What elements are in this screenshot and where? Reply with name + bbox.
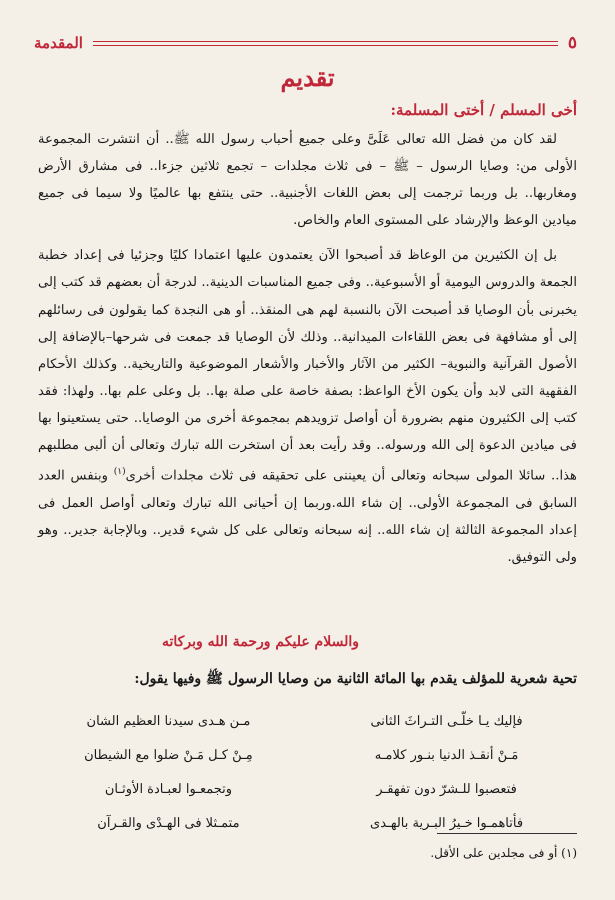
- salutation: أخى المسلم / أختى المسلمة:: [390, 101, 577, 119]
- verse-second-hemistich: متمـثلا فى الهـدْى والقـرآن: [97, 815, 240, 831]
- paragraph-1: لقد كان من فضل الله تعالى عَلَىَّ وعلى جميع أحباب رسول الله ﷺ.. أن انتشرت المجموعة الأولى من: وصايا الرسول – ﷺ – فى ثلاث مجلدات – تجمع ثلاثين جزءا.. فى مشارق الأرض ومغاربها.. بل وربما ترجمت إلى بعض اللغات الأجنبية.. حتى ينتفع بها عالميًا ولا سيما فى جميع ميادين الوعظ والإرشاد على المستوى العام والخاص.: [38, 132, 577, 229]
- verse-first-hemistich: فإليك يـا خلّـى التـراثَ الثانى: [370, 713, 523, 729]
- footnote-marker: (١): [113, 467, 126, 478]
- verse-second-hemistich: مـن هـدى سيدنا العظيم الشان: [86, 713, 251, 729]
- verse-second-hemistich: مِـنْ كـل مَـنْ ضلوا مع الشيطان: [84, 747, 253, 763]
- paragraph-2-cont: وبنفس العدد السابق فى المجموعة الأولى.. إن شاء الله.وربما إن أحيانى الله تبارك وتعالى أواصل العمل فى إعداد المجموعة الثالثة إن شاء الله.. إنه سبحانه وتعالى على كل شيء قدير.. وبالإجابة جدير.. وهو ولى التوفيق.: [38, 468, 577, 565]
- body-text: [38, 126, 577, 571]
- section-title: المقدمة: [34, 34, 83, 52]
- paragraph-2: [38, 242, 577, 571]
- poem-verse: [50, 806, 565, 840]
- poem: [50, 704, 565, 840]
- poem-verse: [50, 704, 565, 738]
- page-number: ٥: [567, 33, 577, 53]
- verse-second-hemistich: وتجمعـوا لعبـادة الأوثـان: [104, 781, 233, 797]
- paragraph-2-text: بل إن الكثيرين من الوعاظ قد أصبحوا الآن يعتمدون عليها اعتمادا كليًا وجزئيا فى إعداد خطبة الجمعة والدروس اليومية أو الأسبوعية.. وفى جميع المناسبات الدينية.. لدرجة أن بعضهم قد كتب إلى يخبرنى بأن الوصايا قد أصبحت الآن بالنسبة لهم هى المنقذ.. أو هى النجدة كما يقولون فى رسائلهم إلى أو مشافهة فى بعض اللقاءات الميدانية.. وذلك لأن الوصايا قد جمعت فى شرحها–بالإضافة إلى الأصول القرآنية والنبوية– الكثير من الآثار والأخبار والأشعار الموضوعية والتاريخية.. وكذلك الأحكام الفقهية التى لابد وأن يكون الأخ الواعظ: بصفة خاصة على صلة بها.. بل وعلى علم بها.. ولهذا: فقد كتب إلى الكثيرون منهم بضرورة أن أواصل تزويدهم بمجموعة أخرى من الوصايا.. حتى يستعينوا بها فى ميادين الدعوة إلى الله ورسوله.. وقد رأيت بعد أن استخرت الله تبارك وتعالى أن ألبى مطلبهم هذا.. سائلا المولى سبحانه وتعالى أن يعيننى على تحقيقه فى ثلاث مجلدات أخرى: [38, 248, 577, 484]
- chapter-title: تقديم: [280, 63, 335, 92]
- footnote-rule: [437, 833, 577, 834]
- verse-first-hemistich: فأتاهمـوا خـيرُ البـرية بالهـدى: [370, 815, 524, 831]
- header-rule: [93, 41, 558, 46]
- poem-verse: [50, 738, 565, 772]
- poem-verse: [50, 772, 565, 806]
- closing-greeting: والسلام عليكم ورحمة الله وبركاته: [162, 634, 359, 650]
- poem-intro: تحية شعرية للمؤلف يقدم بها المائة الثانية من وصايا الرسول ﷺ وفيها يقول:: [134, 671, 577, 687]
- running-header: [34, 32, 577, 54]
- verse-first-hemistich: مَـنْ أنقـذ الدنيا بنـور كلامـه: [374, 747, 519, 763]
- verse-first-hemistich: فتعصبوا للـشرّ دون تفهقـر: [376, 781, 517, 797]
- footnote: (١) أو فى مجلدين على الأقل.: [430, 846, 577, 860]
